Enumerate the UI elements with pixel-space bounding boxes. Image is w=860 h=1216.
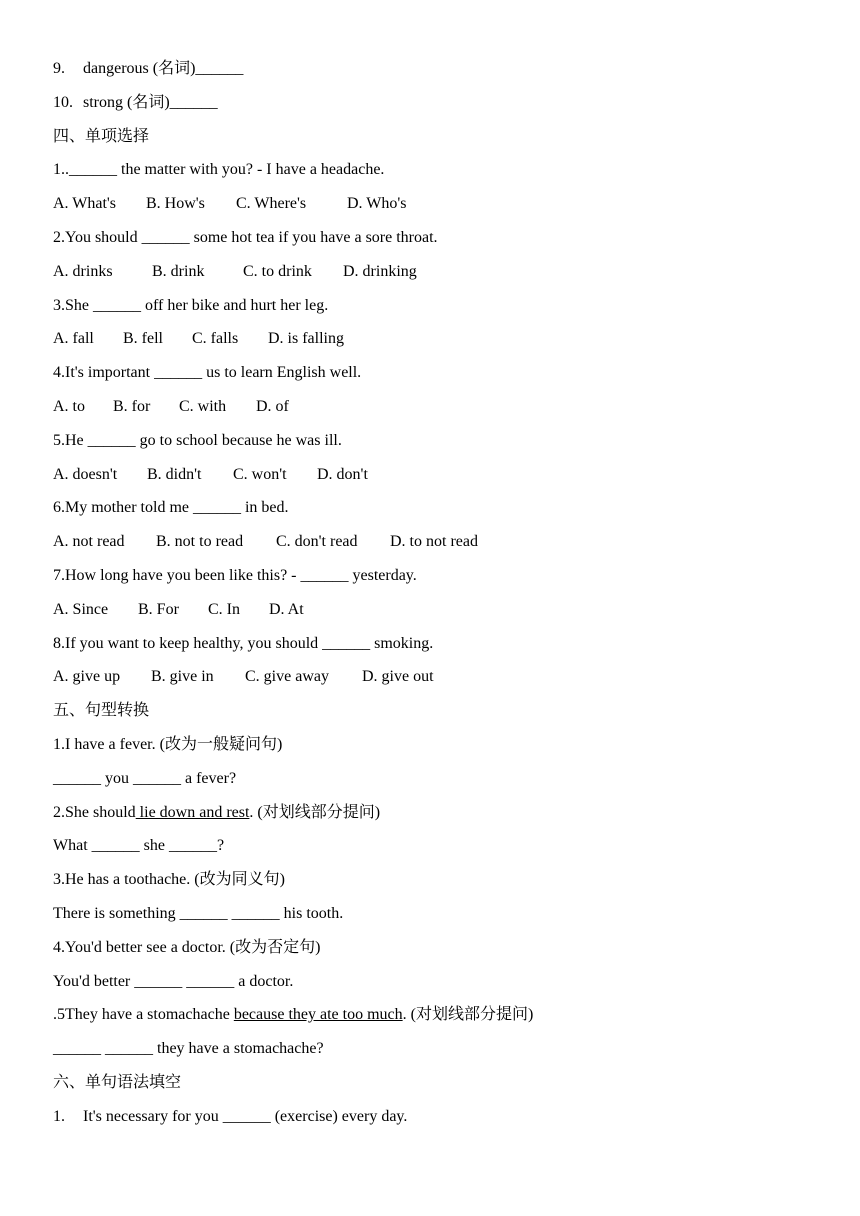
option: C. falls: [192, 330, 239, 348]
option: C. In: [208, 600, 240, 618]
option: D. don't: [317, 465, 368, 483]
question-options: [53, 530, 813, 564]
option: B. How's: [146, 195, 205, 213]
question-stem: 7.How long have you been like this? - ______ yesterday.: [53, 566, 417, 584]
option: D. Who's: [347, 195, 407, 213]
option: B. not to read: [156, 533, 244, 551]
section-heading: 四、单项选择: [53, 127, 150, 145]
option: B. drink: [152, 262, 205, 280]
question-stem: 2.You should ______ some hot tea if you have a sore throat.: [53, 228, 438, 246]
option: A. fall: [53, 330, 94, 348]
option: D. to not read: [390, 533, 478, 551]
question-stem: 1..______ the matter with you? - I have a headache.: [53, 161, 385, 179]
question-options: [53, 260, 813, 294]
question-stem: 8.If you want to keep healthy, you should ______ smoking.: [53, 634, 434, 652]
option: C. Where's: [236, 195, 307, 213]
question-options: [53, 192, 813, 226]
question-text: 4.You'd better see a doctor. (改为否定句): [53, 938, 321, 956]
vocab-item: [53, 57, 813, 91]
question-options: [53, 463, 813, 497]
question-text: .5They have a stomachache: [53, 1006, 234, 1024]
option: A. What's: [53, 195, 117, 213]
option: D. is falling: [268, 330, 344, 348]
transform-answer: ______ ______ they have a stomachache?: [53, 1040, 324, 1058]
option: A. to: [53, 397, 85, 415]
option: C. give away: [245, 668, 329, 686]
transform-question: [53, 936, 813, 970]
option: B. For: [138, 600, 179, 618]
item-text: It's necessary for you ______ (exercise) every day.: [83, 1107, 408, 1125]
item-text: strong (名词)______: [83, 93, 218, 111]
transform-question: [53, 801, 813, 835]
question-instruction: . (对划线部分提问): [402, 1006, 534, 1024]
question-instruction: . (对划线部分提问): [249, 803, 381, 821]
item-number: 10.: [53, 93, 73, 111]
section-heading: 六、单句语法填空: [53, 1073, 182, 1091]
question-options: [53, 665, 813, 699]
option: D. At: [269, 600, 304, 618]
transform-answer: You'd better ______ ______ a doctor.: [53, 972, 294, 990]
item-text: dangerous (名词)______: [83, 60, 244, 77]
option: C. with: [179, 397, 227, 415]
question-text: 1.I have a fever. (改为一般疑问句): [53, 735, 283, 753]
option: B. give in: [151, 668, 214, 686]
item-number: 9.: [53, 60, 65, 77]
transform-question: [53, 1003, 813, 1037]
question-text: 2.She should: [53, 803, 136, 821]
underlined-part: lie down and rest: [135, 803, 250, 821]
question-text: 3.He has a toothache. (改为同义句): [53, 871, 285, 889]
transform-question: [53, 868, 813, 902]
question-stem: 5.He ______ go to school because he was ill.: [53, 431, 342, 449]
transform-question: [53, 733, 813, 767]
option: B. fell: [123, 330, 163, 348]
option: A. not read: [53, 533, 125, 551]
grammar-item: [53, 1105, 813, 1139]
underlined-part: because they ate too much: [233, 1006, 403, 1024]
question-options: [53, 327, 813, 361]
option: C. won't: [233, 465, 287, 483]
question-options: [53, 598, 813, 632]
section-heading: 五、句型转换: [53, 702, 150, 720]
worksheet-page: [53, 57, 813, 1139]
item-number: 1.: [53, 1107, 65, 1125]
option: D. give out: [362, 668, 434, 686]
option: D. of: [256, 397, 289, 415]
transform-answer: ______ you ______ a fever?: [53, 769, 237, 787]
question-stem: 3.She ______ off her bike and hurt her leg.: [53, 296, 329, 314]
option: B. for: [113, 397, 151, 415]
option: C. to drink: [243, 262, 312, 280]
option: C. don't read: [276, 533, 358, 551]
transform-answer: What ______ she ______?: [53, 837, 225, 855]
option: B. didn't: [147, 465, 202, 483]
option: D. drinking: [343, 262, 417, 280]
question-stem: 6.My mother told me ______ in bed.: [53, 499, 289, 517]
question-stem: 4.It's important ______ us to learn English well.: [53, 364, 362, 382]
transform-answer: There is something ______ ______ his tooth.: [53, 904, 344, 922]
vocab-item: [53, 91, 813, 125]
question-options: [53, 395, 813, 429]
option: A. doesn't: [53, 465, 118, 483]
option: A. Since: [53, 600, 109, 618]
option: A. drinks: [53, 262, 113, 280]
option: A. give up: [53, 668, 121, 686]
